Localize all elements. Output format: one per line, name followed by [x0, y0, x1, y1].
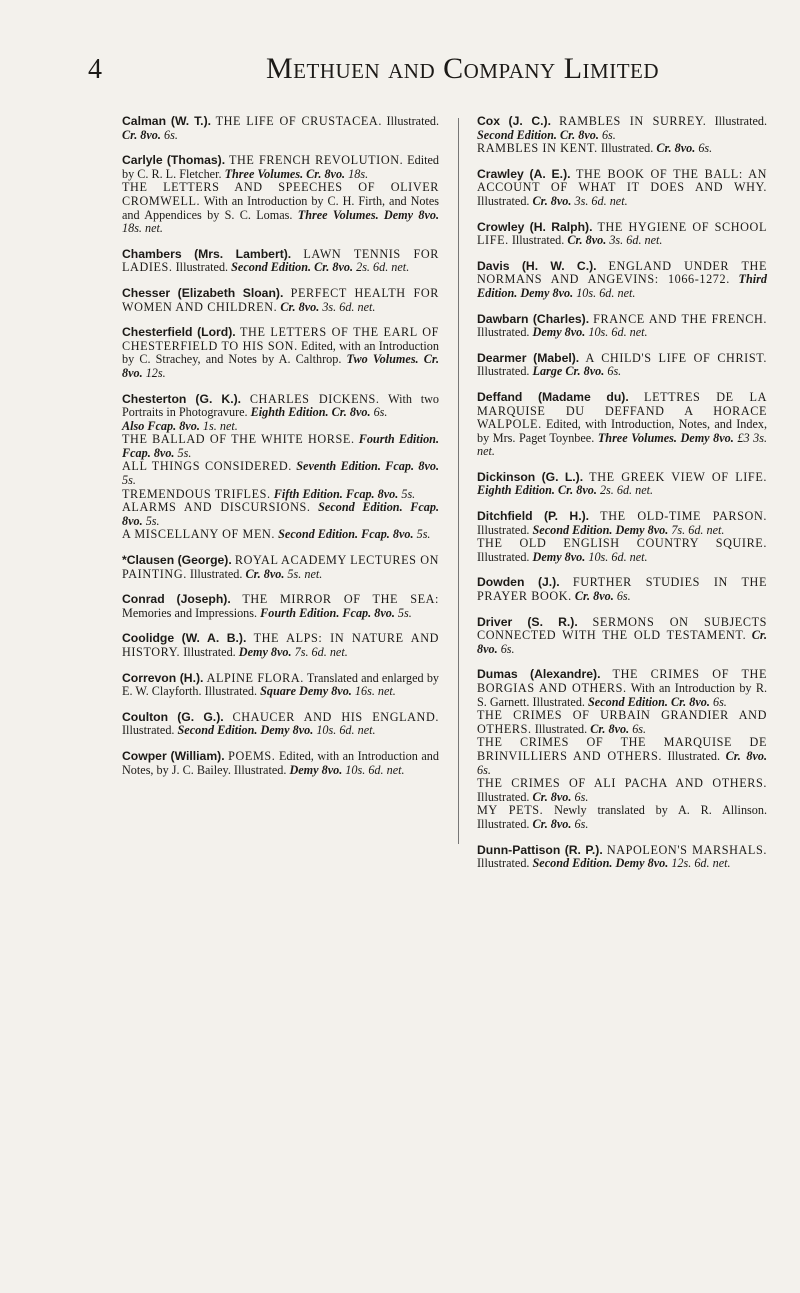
entry-author: Ditchfield (P. H.).	[477, 509, 590, 524]
book-title: ENGLAND UNDER THE NORMANS AND ANGEVINS: 1066-1272.	[477, 258, 767, 287]
book-edition: Cr. 8vo.	[280, 299, 320, 314]
book-edition: Cr. 8vo.	[567, 233, 607, 248]
entry-sub-paragraph	[122, 501, 439, 528]
entry-author: Davis (H. W. C.).	[477, 258, 597, 273]
entry-first-paragraph	[122, 750, 439, 777]
entry-author: Cox (J. C.).	[477, 114, 551, 128]
entry-sub-paragraph	[477, 142, 767, 156]
entry-author: Chesterton (G. K.).	[122, 391, 242, 406]
book-price: 6s.	[616, 589, 631, 604]
catalogue-entry	[122, 326, 439, 380]
catalogue-entry	[122, 248, 439, 275]
book-note: Memories and Impressions.	[122, 605, 258, 620]
entry-author: Crowley (H. Ralph).	[477, 219, 593, 234]
book-note: With two Portraits in Photogravure.	[122, 391, 439, 420]
entry-author: Deffand (Madame du).	[477, 389, 629, 404]
book-note: Newly translated by A. R. Allinson. Illustrated.	[477, 803, 768, 831]
book-title: THE CRIMES OF THE BORGIAS AND OTHERS.	[477, 667, 767, 695]
book-title: FURTHER STUDIES IN THE PRAYER BOOK.	[477, 575, 768, 604]
entry-first-paragraph	[477, 352, 767, 379]
book-price: 1s. net.	[202, 418, 238, 433]
book-note: Edited, with an Introduction by C. Strachey, and Notes by A. Calthrop.	[122, 338, 439, 367]
page-header	[55, 52, 780, 102]
book-note: Illustrated.	[122, 723, 175, 738]
entry-first-paragraph	[477, 471, 767, 498]
entry-sub-paragraph	[477, 709, 767, 736]
entry-first-paragraph	[477, 576, 767, 603]
entry-first-paragraph	[477, 313, 767, 340]
book-title: LAWN TENNIS FOR LADIES.	[122, 246, 440, 275]
book-title: MY PETS.	[477, 803, 544, 818]
book-edition: Fourth Edition. Fcap. 8vo.	[122, 432, 439, 460]
catalogue-entry	[477, 576, 767, 603]
book-title: THE LETTERS AND SPEECHES OF OLIVER CROMWELL.	[122, 180, 439, 208]
book-note: Illustrated.	[477, 789, 530, 804]
book-price: 10s. 6d. net.	[576, 285, 636, 300]
book-note: Illustrated.	[714, 114, 768, 128]
catalogue-entry	[477, 616, 767, 657]
book-price: 5s.	[122, 473, 136, 488]
book-edition: Cr. 8vo.	[725, 748, 768, 763]
book-note: Illustrated.	[511, 233, 565, 248]
catalogue-entry	[477, 168, 767, 209]
book-edition: Demy 8vo.	[238, 645, 292, 659]
book-title: THE LETTERS OF THE EARL OF CHESTERFIELD TO HIS SON.	[122, 325, 440, 353]
entry-author: Conrad (Joseph).	[122, 592, 231, 607]
book-price: 5s.	[416, 527, 431, 542]
book-price: 6s.	[698, 141, 713, 156]
book-note: With an Introduction by R. S. Garnett. Illustrated.	[477, 681, 767, 709]
catalogue-entry	[122, 593, 439, 620]
book-edition: Second Edition. Cr. 8vo.	[588, 694, 710, 709]
book-title: A MISCELLANY OF MEN.	[122, 527, 276, 542]
catalogue-entry	[122, 750, 439, 777]
running-title: Methuen and Company Limited	[265, 52, 660, 85]
book-price: 5s. net.	[287, 566, 323, 581]
catalogue-entry	[477, 510, 767, 564]
book-edition: Also Fcap. 8vo.	[122, 418, 200, 433]
book-price: 3s. 6d. net.	[322, 299, 376, 314]
book-price: 16s. net.	[354, 684, 396, 699]
book-price: 12s.	[145, 365, 166, 380]
entry-sub-paragraph	[122, 528, 439, 542]
book-title: RAMBLES IN KENT.	[477, 141, 598, 156]
book-price: 2s. 6d. net.	[356, 260, 410, 275]
book-title: A CHILD'S LIFE OF CHRIST.	[585, 350, 768, 365]
book-edition: Second Edition. Fcap. 8vo.	[122, 500, 440, 528]
entry-author: Coulton (G. G.).	[122, 709, 224, 724]
entry-author: Dearmer (Mabel).	[477, 350, 580, 365]
book-note: Illustrated.	[477, 193, 530, 208]
book-title: RAMBLES IN SURREY.	[559, 114, 707, 128]
book-edition: Square Demy 8vo.	[260, 684, 352, 699]
catalogue-entry	[477, 391, 767, 459]
book-edition: Three Volumes. Cr. 8vo.	[224, 166, 346, 181]
book-title: CHAUCER AND HIS ENGLAND.	[232, 709, 439, 724]
entry-first-paragraph	[477, 510, 767, 537]
book-price: 6s.	[607, 364, 622, 379]
catalogue-entry	[122, 154, 439, 236]
book-title: ROYAL ACADEMY LECTURES ON PAINTING.	[122, 553, 440, 581]
entry-sub-paragraph	[122, 488, 439, 502]
book-title: THE CRIMES OF ALI PACHA AND OTHERS.	[477, 776, 767, 791]
book-note: Illustrated.	[477, 856, 530, 871]
left-column	[122, 115, 439, 789]
book-price: 18s. net.	[122, 221, 163, 236]
book-note: Illustrated.	[175, 260, 229, 275]
book-price: 5s.	[397, 605, 412, 620]
book-note: Illustrated.	[183, 645, 236, 659]
catalogue-entry	[122, 287, 439, 314]
book-price: £3 3s. net.	[477, 430, 768, 459]
book-edition: Eighth Edition. Cr. 8vo.	[250, 405, 371, 420]
catalogue-entry	[477, 115, 767, 156]
book-note: Illustrated.	[386, 114, 440, 128]
book-title: THE MIRROR OF THE SEA:	[242, 592, 440, 607]
entry-first-paragraph	[122, 115, 439, 142]
book-title: THE FRENCH REVOLUTION.	[228, 153, 404, 168]
book-price: 10s. 6d. net.	[588, 549, 648, 564]
book-note: Illustrated.	[667, 748, 720, 763]
entry-author: Correvon (H.).	[122, 670, 204, 685]
book-note: Illustrated.	[600, 141, 654, 156]
book-title: NAPOLEON'S MARSHALS.	[606, 842, 767, 857]
entry-author: *Clausen (George).	[122, 553, 232, 568]
book-note: Illustrated.	[477, 325, 530, 340]
entry-first-paragraph	[122, 287, 439, 314]
book-title: ALPINE FLORA.	[206, 670, 304, 685]
entry-first-paragraph	[477, 115, 767, 142]
entry-sub-paragraph	[477, 736, 767, 777]
book-title: THE BOOK OF THE BALL: AN ACCOUNT OF WHAT IT DOES AND WHY.	[477, 166, 767, 195]
book-edition: Second Edition. Cr. 8vo.	[231, 260, 354, 275]
book-price: 7s. 6d. net.	[294, 645, 348, 659]
catalogue-entry	[122, 554, 439, 581]
book-edition: Second Edition. Demy 8vo.	[532, 522, 669, 537]
book-edition: Cr. 8vo.	[122, 127, 161, 142]
entry-author: Dowden (J.).	[477, 575, 560, 590]
book-title: PERFECT HEALTH FOR WOMEN AND CHILDREN.	[122, 285, 440, 314]
book-edition: Fifth Edition. Fcap. 8vo.	[273, 486, 399, 501]
entry-first-paragraph	[122, 393, 439, 420]
catalogue-entry	[122, 711, 439, 738]
entry-first-paragraph	[477, 391, 767, 459]
book-price: 5s.	[401, 486, 416, 501]
book-title: THE CRIMES OF URBAIN GRANDIER AND OTHERS.	[477, 708, 767, 736]
book-edition: Demy 8vo.	[532, 549, 586, 564]
book-edition: Cr. 8vo.	[477, 628, 767, 656]
book-edition: Two Volumes. Cr. 8vo.	[122, 352, 439, 380]
book-note: Edited, with an Introduction and Notes, by J. C. Bailey. Illustrated.	[122, 748, 439, 777]
book-title: THE LIFE OF CRUSTACEA.	[215, 114, 382, 128]
book-edition: Cr. 8vo.	[574, 589, 614, 604]
book-price: 7s. 6d. net.	[671, 522, 725, 537]
book-edition: Cr. 8vo.	[590, 721, 630, 736]
book-price: 5s.	[145, 513, 160, 528]
catalogue-entry	[122, 115, 439, 142]
book-edition: Second Edition. Cr. 8vo.	[477, 127, 599, 142]
entry-author: Dawbarn (Charles).	[477, 311, 590, 326]
entry-author: Crawley (A. E.).	[477, 166, 571, 181]
book-edition: Second Edition. Demy 8vo.	[177, 723, 314, 738]
catalogue-entry	[122, 672, 439, 699]
book-title: ALARMS AND DISCURSIONS.	[122, 500, 311, 515]
book-title: THE GREEK VIEW OF LIFE.	[589, 469, 768, 484]
book-note: Illustrated.	[477, 522, 530, 537]
book-price: 6s.	[373, 405, 388, 420]
book-price: 3s. 6d. net.	[574, 193, 628, 208]
entry-author: Chesterfield (Lord).	[122, 325, 236, 340]
book-price: 6s.	[477, 762, 491, 777]
book-price: 3s. 6d. net.	[609, 233, 663, 248]
book-title: THE OLD ENGLISH COUNTRY SQUIRE.	[477, 536, 767, 551]
entry-first-paragraph	[477, 616, 767, 657]
catalogue-entry	[477, 844, 767, 871]
entry-author: Dunn-Pattison (R. P.).	[477, 842, 603, 857]
entry-sub-paragraph	[122, 420, 439, 434]
entry-author: Coolidge (W. A. B.).	[122, 631, 247, 646]
book-price: 6s.	[163, 127, 178, 142]
book-title: LETTRES DE LA MARQUISE DU DEFFAND A HORACE WALPOLE.	[477, 389, 767, 432]
entry-sub-paragraph	[122, 181, 439, 235]
book-edition: Cr. 8vo.	[656, 141, 696, 156]
book-note: Edited, with Introduction, Notes, and Index, by Mrs. Paget Toynbee.	[477, 417, 767, 445]
book-note: Illustrated.	[477, 364, 530, 379]
book-note: Illustrated.	[189, 566, 243, 581]
book-price: 2s. 6d. net.	[599, 483, 654, 498]
book-price: 6s.	[601, 127, 616, 142]
book-edition: Cr. 8vo.	[532, 789, 572, 804]
book-note: Translated and enlarged by E. W. Clayforth. Illustrated.	[122, 670, 440, 699]
entry-author: Dumas (Alexandre).	[477, 667, 601, 682]
entry-author: Chambers (Mrs. Lambert).	[122, 246, 292, 261]
catalogue-entry	[477, 313, 767, 340]
entry-first-paragraph	[122, 711, 439, 738]
book-edition: Three Volumes. Demy 8vo.	[297, 207, 439, 222]
entry-author: Chesser (Elizabeth Sloan).	[122, 285, 284, 300]
book-title: THE CRIMES OF THE MARQUISE DE BRINVILLIERS AND OTHERS.	[477, 735, 767, 763]
entry-first-paragraph	[122, 672, 439, 699]
book-edition: Second Edition. Fcap. 8vo.	[278, 527, 414, 542]
book-note: With an Introduction by C. H. Firth, and Notes and Appendices by S. C. Lomas.	[122, 193, 440, 222]
book-title: THE HYGIENE OF SCHOOL LIFE.	[477, 219, 768, 248]
entry-sub-paragraph	[477, 537, 767, 564]
entry-author: Carlyle (Thomas).	[122, 153, 226, 168]
book-edition: Three Volumes. Demy 8vo.	[597, 430, 734, 445]
catalogue-entry	[122, 632, 439, 659]
entry-first-paragraph	[477, 844, 767, 871]
book-price: 5s.	[177, 445, 192, 460]
book-edition: Fourth Edition. Fcap. 8vo.	[260, 605, 395, 620]
entry-first-paragraph	[477, 668, 767, 709]
catalogue-entry	[477, 471, 767, 498]
book-edition: Cr. 8vo.	[245, 566, 285, 581]
book-edition: Cr. 8vo.	[532, 193, 572, 208]
entry-first-paragraph	[477, 260, 767, 301]
book-edition: Seventh Edition. Fcap. 8vo.	[296, 459, 440, 474]
entry-author: Dickinson (G. L.).	[477, 469, 584, 484]
book-price: 6s.	[500, 641, 515, 656]
right-column	[477, 115, 767, 883]
catalogue-entry	[477, 352, 767, 379]
book-price: 12s. 6d. net.	[671, 856, 731, 871]
book-edition: Third Edition. Demy 8vo.	[477, 272, 767, 300]
entry-first-paragraph	[477, 168, 767, 209]
book-title: FRANCE AND THE FRENCH.	[593, 311, 767, 326]
page-number: 4	[88, 54, 102, 85]
book-edition: Demy 8vo.	[289, 762, 343, 777]
book-price: 6s.	[712, 694, 727, 709]
book-price: 6s.	[632, 721, 647, 736]
column-divider	[458, 118, 459, 844]
book-title: ALL THINGS CONSIDERED.	[122, 459, 292, 474]
book-note: Illustrated.	[534, 721, 588, 736]
book-edition: Demy 8vo.	[532, 325, 586, 340]
book-edition: Second Edition. Demy 8vo.	[532, 856, 669, 871]
book-price: 10s. 6d. net.	[316, 723, 376, 738]
entry-first-paragraph	[477, 221, 767, 248]
book-note: Edited by C. R. L. Fletcher.	[122, 153, 439, 181]
entry-author: Cowper (William).	[122, 748, 225, 763]
entry-first-paragraph	[122, 154, 439, 181]
book-price: 10s. 6d. net.	[345, 762, 405, 777]
entry-first-paragraph	[122, 248, 439, 275]
book-title: CHARLES DICKENS.	[249, 391, 380, 406]
book-price: 18s.	[348, 166, 369, 181]
book-title: POEMS.	[228, 748, 276, 763]
entry-first-paragraph	[122, 326, 439, 380]
entry-sub-paragraph	[122, 460, 439, 487]
book-title: TREMENDOUS TRIFLES.	[122, 486, 271, 501]
entry-first-paragraph	[122, 593, 439, 620]
entry-sub-paragraph	[477, 777, 767, 804]
entry-author: Driver (S. R.).	[477, 614, 578, 629]
book-note: Illustrated.	[477, 549, 530, 564]
book-title: THE OLD-TIME PARSON.	[600, 509, 767, 524]
catalogue-entry	[477, 260, 767, 301]
entry-sub-paragraph	[122, 433, 439, 460]
book-title: SERMONS ON SUBJECTS CONNECTED WITH THE OLD TESTAMENT.	[477, 614, 767, 643]
entry-author: Calman (W. T.).	[122, 114, 212, 128]
book-price: 6s.	[574, 789, 589, 804]
book-price: 6s.	[574, 816, 589, 831]
entry-sub-paragraph	[477, 804, 767, 831]
entry-first-paragraph	[122, 632, 439, 659]
book-edition: Large Cr. 8vo.	[532, 364, 605, 379]
book-title: THE ALPS: IN NATURE AND HISTORY.	[122, 631, 440, 659]
book-edition: Cr. 8vo.	[532, 816, 572, 831]
catalogue-entry	[122, 393, 439, 543]
catalogue-entry	[477, 221, 767, 248]
catalogue-entry	[477, 668, 767, 831]
book-price: 10s. 6d. net.	[588, 325, 648, 340]
book-title: THE BALLAD OF THE WHITE HORSE.	[122, 432, 355, 447]
book-edition: Eighth Edition. Cr. 8vo.	[477, 483, 597, 498]
entry-first-paragraph	[122, 554, 439, 581]
